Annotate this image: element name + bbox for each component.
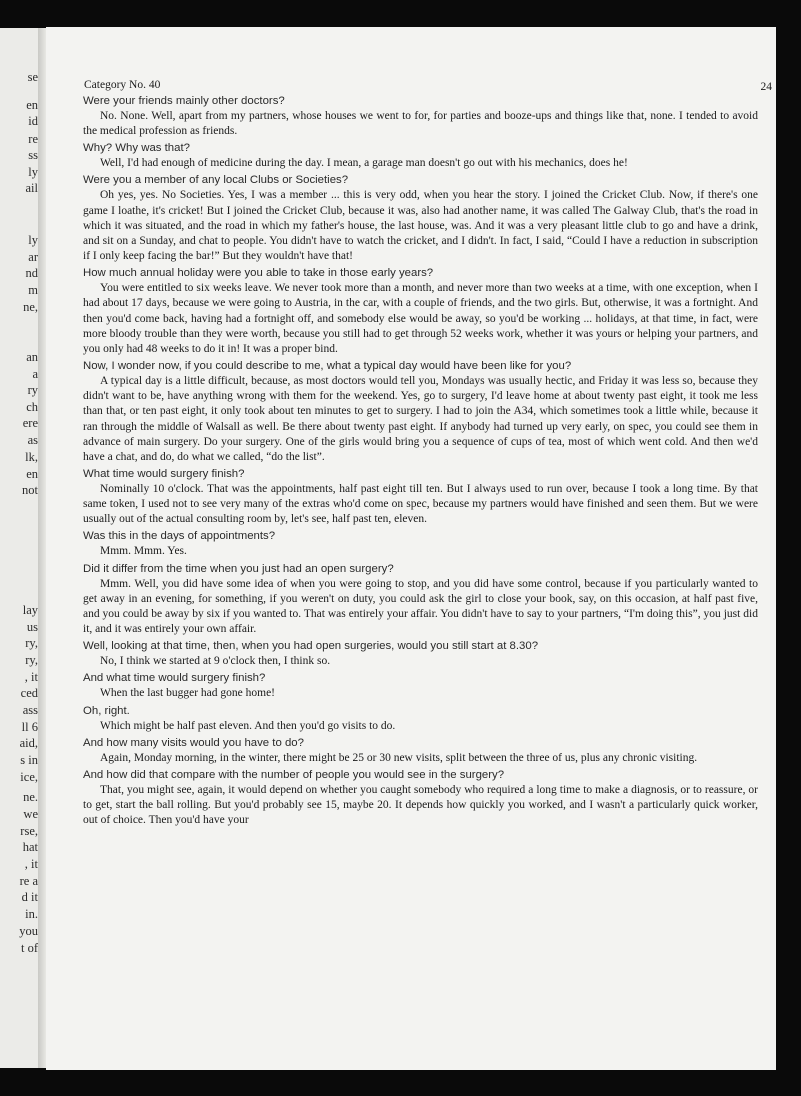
document-page	[46, 27, 776, 1070]
adjacent-page-text-fragment: lay	[22, 603, 38, 617]
interviewer-question: Oh, right.	[83, 704, 130, 717]
adjacent-page-text-fragment: us	[26, 620, 38, 634]
adjacent-page-text-fragment: as	[27, 433, 38, 447]
adjacent-page-text-fragment: ere	[22, 416, 38, 430]
interviewee-answer: Well, I'd had enough of medicine during the day. I mean, a garage man doesn't go out with his mechanics, does he!	[100, 157, 628, 170]
adjacent-page-text-fragment: en	[26, 467, 38, 481]
interviewer-question: And how did that compare with the number of people you would see in the surgery?	[83, 768, 505, 781]
adjacent-page-text-fragment: a	[32, 367, 38, 381]
interviewee-answer: Again, Monday morning, in the winter, there might be 25 or 30 new visits, split between the three of us, plus any chronic visiting.	[100, 751, 698, 764]
adjacent-page-text-fragment: , it	[24, 670, 38, 684]
interviewer-question: Were you a member of any local Clubs or Societies?	[83, 174, 349, 187]
interviewer-question: And what time would surgery finish?	[83, 672, 266, 685]
interviewee-answer: Which might be half past eleven. And then you'd go visits to do.	[100, 719, 396, 732]
adjacent-page-text-fragment: ry,	[25, 636, 38, 650]
adjacent-page-text-fragment: ne.	[23, 790, 38, 804]
adjacent-page-text-fragment: ne,	[23, 300, 38, 314]
adjacent-page-text-fragment: d it	[21, 890, 38, 904]
adjacent-page-text-fragment: ss	[28, 148, 38, 162]
adjacent-page-text-fragment: ry,	[25, 653, 38, 667]
interviewer-question: Were your friends mainly other doctors?	[83, 95, 285, 107]
interviewee-answer: Oh yes, yes. No Societies. Yes, I was a member ... this is very odd, when you hear the story. I joined the Cricket Club. Now, if there's one game I loathe, it's cricket! But I joined the Cricket Club, because it was, also had another name, it was called The Galway Club, that's the road in which it was situated, and the road in which my father's house, the last house, was. And it was a very pleasant little club to go and have a drink, and sit on a Sunday, and chat to people. You didn't have to watch the cricket, and I didn't. In fact, I said, “Could I have a reduction in subscription if I only keep facing the bar!” But they wouldn't have that!	[83, 189, 758, 263]
adjacent-page-text-fragment: , it	[24, 857, 38, 871]
adjacent-page-text-fragment: ly	[28, 233, 38, 247]
adjacent-page-text-fragment: ll 6	[21, 720, 38, 734]
interviewer-question: Well, looking at that time, then, when you had open surgeries, would you still start at 8.30?	[83, 640, 539, 653]
adjacent-page-text-fragment: you	[19, 924, 38, 938]
adjacent-page-text-fragment: nd	[25, 266, 38, 280]
adjacent-page-text-fragment: t of	[20, 941, 38, 955]
adjacent-page-text-fragment: lk,	[25, 450, 38, 464]
interviewee-answer: That, you might see, again, it would depend on whether you caught somebody who required a long time to make a diagnosis, or to reassure, or to get, start the ball rolling. But you'd probably see 15, maybe 20. It depends how quickly you worked, and I wasn't a particularly quick worker, out of choice. Then you'd have your	[83, 783, 758, 827]
interviewee-answer: Mmm. Well, you did have some idea of when you were going to stop, and you did have some control, because if you particularly wanted to get away in an evening, for something, if you weren't on duty, you could ask the girl to close your book, say, on this occasion, at half past five, and you could be away by six if you wanted to. That was entirely your affair. You didn't have to say to your partners, “I'm doing this”, you just did it, and it was entirely your own affair.	[83, 577, 758, 636]
interviewer-question: Why? Why was that?	[83, 142, 190, 155]
interviewer-question: What time would surgery finish?	[83, 467, 245, 480]
interviewee-answer: You were entitled to six weeks leave. We never took more than a month, and never more than two weeks at a time, with one exception, when I had about 17 days, because we were going to Austria, in the car, with a couple of friends, and the two girls. But, otherwise, it was a fortnight. And then you'd come back, having had a fortnight off, and somebody else would be away, so you'd be working ... holidays, at that time, in fact, were more bloody trouble than they were worth, because you still had to get through 52 weeks work, whether it was yours or helping your partners, and you only had 48 weeks to do it in! It was a proper bind.	[83, 282, 758, 355]
interviewer-question: Was this in the days of appointments?	[83, 530, 276, 543]
adjacent-page-text-fragment: en	[26, 98, 38, 112]
adjacent-page-text-fragment: ice,	[20, 770, 38, 784]
interviewee-answer: Mmm. Mmm. Yes.	[100, 545, 187, 558]
adjacent-page-text-fragment: we	[23, 807, 38, 821]
adjacent-page-text-fragment: hat	[22, 840, 38, 854]
interviewer-question: Now, I wonder now, if you could describe to me, what a typical day would have been like for you?	[83, 360, 572, 373]
interviewee-answer: A typical day is a little difficult, because, as most doctors would tell you, Mondays was usually hectic, and Friday it was less so, because they didn't want to be, have anything wrong with them for the weekend. Yes, go to surgery, I'd leave home at about twenty past eight, it took me less than that, or ten past eight, it only took about ten minutes to get to surgery. I had to join the A34, which sometimes took a little while, because it ran through the middle of Walsall as well. Be there about twenty past eight. If anybody had turned up very early, on spec, you could see them in advance of main surgery. Do your surgery. One of the girls would bring you a sequence of cups of tea, most of which went cold. And then we'd have a chat, and do, do what we called, “do the list”.	[83, 375, 758, 463]
adjacent-page-text-fragment: rse,	[20, 824, 38, 838]
adjacent-page-text-fragment: re a	[19, 874, 38, 888]
adjacent-page-text-fragment: ass	[22, 703, 38, 717]
adjacent-page-text-fragment: re	[28, 132, 38, 146]
adjacent-page-edge	[0, 28, 40, 1068]
page-content	[83, 75, 772, 830]
adjacent-page-text-fragment: ch	[26, 400, 38, 414]
interviewer-question: And how many visits would you have to do?	[83, 736, 304, 749]
interviewee-answer: No, I think we started at 9 o'clock then, I think so.	[100, 655, 331, 668]
interview-transcript	[83, 94, 758, 828]
interviewee-answer: Nominally 10 o'clock. That was the appointments, half past eight till ten. But I always used to run over, because I took a long time. By that same token, I used not to see very many of the extras who'd come on spec, because my partners would have finished and seen them. But we were usually out of the actual consulting room by, let's see, half past ten, eleven.	[83, 482, 758, 526]
adjacent-page-text-fragment: not	[22, 483, 38, 497]
running-header	[83, 75, 772, 93]
adjacent-page-text-fragment: s in	[20, 753, 38, 767]
adjacent-page-text-fragment: se	[27, 70, 38, 84]
adjacent-page-text-fragment: ly	[28, 165, 38, 179]
adjacent-page-text-fragment: ry	[27, 383, 38, 397]
interviewer-question: How much annual holiday were you able to take in those early years?	[83, 267, 434, 280]
interviewer-question: Did it differ from the time when you just had an open surgery?	[83, 562, 394, 575]
interviewee-answer: When the last bugger had gone home!	[100, 687, 275, 700]
adjacent-page-text-fragment: id	[28, 114, 38, 128]
adjacent-page-text-fragment: aid,	[19, 736, 38, 750]
interviewee-answer: No. None. Well, apart from my partners, whose houses we went to for, for parties and booze-ups and things like that, none. I tended to avoid the medical profession as friends.	[83, 110, 758, 138]
category-label: Category No. 40	[84, 79, 161, 91]
adjacent-page-text-fragment: ced	[20, 686, 38, 700]
adjacent-page-text-fragment: ar	[28, 250, 38, 264]
adjacent-page-text-fragment: m	[28, 283, 38, 297]
adjacent-page-text-fragment: in.	[25, 907, 38, 921]
adjacent-page-text-fragment: ail	[25, 181, 38, 195]
page-number: 24	[760, 81, 772, 93]
adjacent-page-text-fragment: an	[26, 350, 38, 364]
